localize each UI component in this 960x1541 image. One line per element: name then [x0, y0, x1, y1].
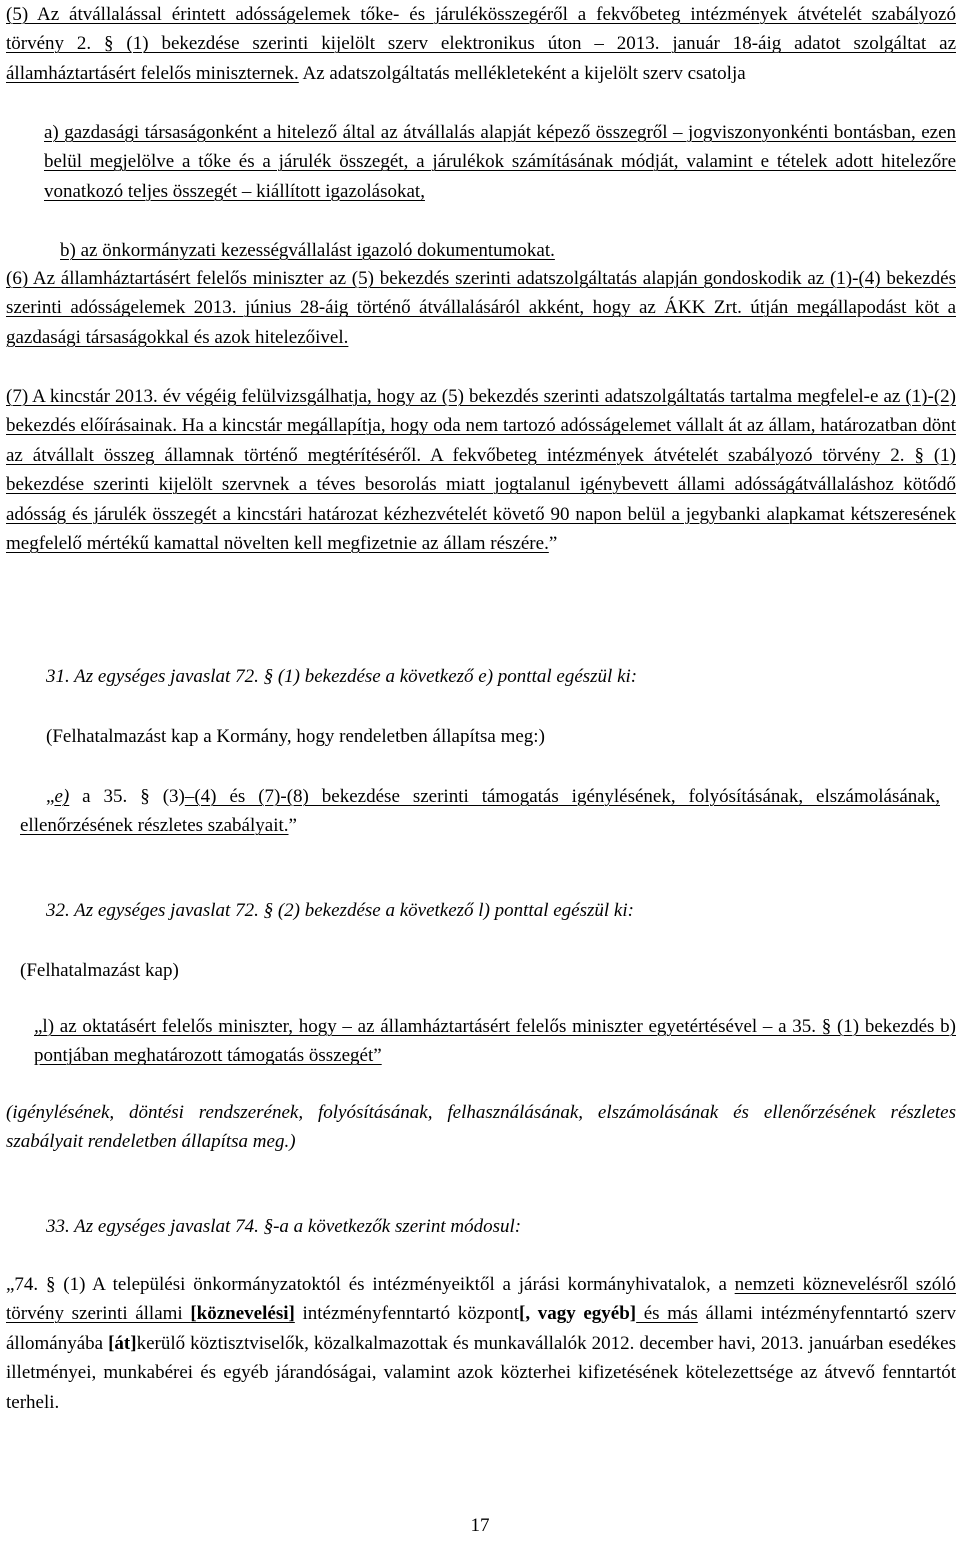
section-31-close-quote: ” [288, 815, 297, 837]
section-33-text-4: intézményfenntartó központ [294, 1303, 520, 1325]
list-item-a-text: a) gazdasági társaságonként a hitelező által az átvállalás alapját képező összegről – jogviszonyonkénti bontásban, ezen belül megjelölve a tőke és a járulék összegét, a járulékok számításának módját, valamint e tételek adott hitelezőre vonatkozó teljes összegét – kiállított igazolásokat, [44, 122, 956, 202]
section-31-text [20, 782, 940, 841]
section-33-text-5: [, vagy egyéb] [519, 1303, 637, 1325]
paragraph-7-text: Ha a kincstár megállapítja, hogy oda nem tartozó adósságelemet vállalt át az állam, határozatban dönt az átvállalt összeg államnak történő megtérítéséről. A fekvőbeteg intézmények átvételét szabályozó törvény 2. § (1) bekezdése szerinti kijelölt szervnek a téves besorolás miatt jogtalanul igénybevett állami adósságátvállaláshoz kötődő adósság és járulék összegét a kincstári határozat kézhezvételét követő 90 napon belül a jegybanki alapkamat kétszeresének megfelelő mértékű kamattal növelten kell megfizetnie az állam részére. [6, 415, 956, 555]
list-item-b-text: b) az önkormányzati kezességvállalást igazoló dokumentumokat. [60, 240, 555, 261]
section-32-text [34, 1012, 956, 1071]
paragraph-5-amended-text: (5) Az átvállalással érintett adósságelemek tőke- és járulékösszegéről a fekvőbeteg intézmények átvételét szabályozó törvény 2. § (1) bekezdése szerinti kijelölt szerv elektronikus úton – 2013. január 18-áig adatot szolgáltat az államháztartásért felelős miniszternek. [6, 4, 956, 84]
paragraph-7 [6, 382, 956, 558]
section-32-heading: 32. Az egységes javaslat 72. § (2) bekezdése a következő l) ponttal egészül ki: [46, 900, 634, 921]
section-33-text-3: [köznevelési] [190, 1303, 295, 1325]
paragraph-7-closing-quote: ” [548, 533, 558, 555]
paragraph-7-amended-text: (7) A kincstár 2013. év végéig felülvizsgálhatja, hogy az (5) bekezdés szerinti adatszolgáltatás tartalma megfelel-e az (1)-(2) bekezdés előírásainak. [6, 386, 956, 437]
section-31-text-a: a 35. § (3) [69, 786, 185, 807]
section-31-point-label: e) [54, 786, 70, 807]
section-33-text-6: és más [636, 1303, 698, 1325]
paragraph-6 [6, 264, 956, 352]
section-32-tail: (igénylésének, döntési rendszerének, folyósításának, felhasználásának, elszámolásának és ellenőrzésének részletes szabályait rendeletben állapítsa meg.) [6, 1102, 956, 1153]
section-33-heading: 33. Az egységes javaslat 74. §-a a következők szerint módosul: [46, 1216, 522, 1237]
paragraph-5-text: Az adatszolgáltatás mellékleteként a kijelölt szerv csatolja [298, 62, 746, 84]
section-31-text-b: –(4) és (7)-(8) bekezdése szerinti támogatás igénylésének, folyósításának, elszámolásának, ellenőrzésének részletes szabályait. [20, 786, 940, 837]
list-item-a [44, 118, 956, 206]
section-32-intro: (Felhatalmazást kap) [20, 960, 179, 981]
paragraph-6-text: (6) Az államháztartásért felelős miniszter az (5) bekezdés szerinti adatszolgáltatás alapján gondoskodik az (1)-(4) bekezdés szerinti adósságelemek 2013. június 28-áig történő átvállalásáról akként, hogy az ÁKK Zrt. útján megállapodást köt a gazdasági társaságokkal és azok hitelezőivel. [6, 268, 956, 348]
section-33-text-1: „74. § (1) A települési önkormányzatoktól és intézményeiktől a járási kormányhivatalok, a [6, 1274, 735, 1295]
section-31-heading: 31. Az egységes javaslat 72. § (1) bekezdése a következő e) ponttal egészül ki: [46, 666, 638, 687]
paragraph-5 [6, 0, 956, 88]
section-31-open-quote: „ [46, 786, 55, 807]
section-33-text-7: állami intézményfenntartó szerv állományába [6, 1303, 956, 1354]
section-32-text-body: „l) az oktatásért felelős miniszter, hogy – az államháztartásért felelős miniszter egyetértésével – a 35. § (1) bekezdés b) pontjában meghatározott támogatás összegét” [34, 1016, 956, 1067]
section-33-text-8: [át] [108, 1332, 137, 1354]
section-33-text [6, 1270, 956, 1417]
section-31-intro: (Felhatalmazást kap a Kormány, hogy rendeletben állapítsa meg:) [46, 726, 545, 747]
page-number: 17 [470, 1515, 490, 1536]
section-33-text-2: nemzeti köznevelésről szóló törvény szerinti állami [6, 1274, 956, 1325]
section-33-text-9: kerülő köztisztviselők, közalkalmazottak és munkavállalók 2012. december havi, 2013. januárban esedékes illetményei, munkabérei és egyéb járandóságai, valamint azok közterhei kifizetésének kötelezettsége az átvevő fenntartót terheli. [6, 1332, 956, 1413]
list-item-b [60, 236, 956, 265]
